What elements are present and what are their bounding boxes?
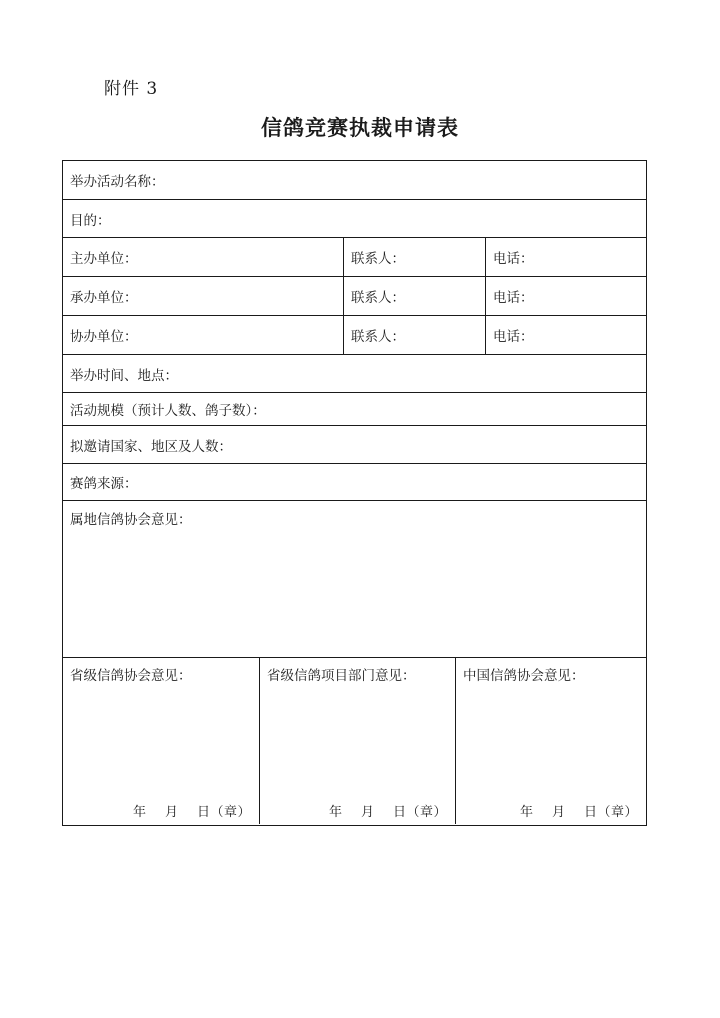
purpose-field[interactable]: 目的： bbox=[70, 212, 111, 229]
provincial-association-label: 省级信鸽协会意见： bbox=[70, 668, 192, 684]
organizer-phone-field[interactable]: 电话： bbox=[485, 238, 646, 276]
co-organizer-phone-field[interactable]: 电话： bbox=[485, 316, 646, 354]
row-time-place bbox=[63, 355, 646, 393]
local-opinion-field[interactable]: 属地信鸽协会意见： bbox=[70, 512, 192, 528]
row-event-name bbox=[63, 161, 646, 200]
pigeon-source-field[interactable]: 赛鸽来源： bbox=[70, 476, 138, 492]
form-title: 信鸽竞赛执裁申请表 bbox=[261, 116, 459, 140]
china-association-date: 年 月 日（章） bbox=[519, 805, 638, 820]
organizer-contact-field[interactable]: 联系人： bbox=[343, 238, 485, 276]
co-organizer-contact-field[interactable]: 联系人： bbox=[343, 316, 485, 354]
co-organizer-field[interactable]: 协办单位： bbox=[70, 329, 138, 345]
scale-field[interactable]: 活动规模（预计人数、鸽子数）： bbox=[70, 403, 266, 419]
china-association-label: 中国信鸽协会意见： bbox=[463, 668, 585, 684]
time-place-field[interactable]: 举办时间、地点： bbox=[70, 367, 178, 384]
provincial-association-opinion[interactable] bbox=[63, 658, 259, 824]
row-pigeon-source bbox=[63, 464, 646, 501]
china-association-opinion[interactable] bbox=[455, 658, 646, 824]
provincial-department-label: 省级信鸽项目部门意见： bbox=[267, 668, 416, 684]
application-form bbox=[62, 160, 647, 826]
attachment-label: 附件 3 bbox=[104, 79, 159, 99]
provincial-association-date: 年 月 日（章） bbox=[132, 805, 251, 820]
row-co-organizer bbox=[63, 316, 646, 355]
event-name-field[interactable]: 举办活动名称： bbox=[70, 174, 165, 190]
row-invited bbox=[63, 426, 646, 464]
row-undertaker bbox=[63, 277, 646, 316]
row-scale bbox=[63, 393, 646, 426]
row-local-opinion bbox=[63, 501, 646, 658]
undertaker-field[interactable]: 承办单位： bbox=[70, 290, 138, 306]
organizer-field[interactable]: 主办单位： bbox=[70, 251, 138, 267]
row-purpose bbox=[63, 200, 646, 238]
undertaker-phone-field[interactable]: 电话： bbox=[485, 277, 646, 315]
provincial-department-opinion[interactable] bbox=[259, 658, 455, 824]
undertaker-contact-field[interactable]: 联系人： bbox=[343, 277, 485, 315]
provincial-department-date: 年 月 日（章） bbox=[328, 805, 447, 820]
row-organizer bbox=[63, 238, 646, 277]
invited-field[interactable]: 拟邀请国家、地区及人数： bbox=[70, 438, 232, 455]
row-approvals bbox=[63, 658, 646, 824]
